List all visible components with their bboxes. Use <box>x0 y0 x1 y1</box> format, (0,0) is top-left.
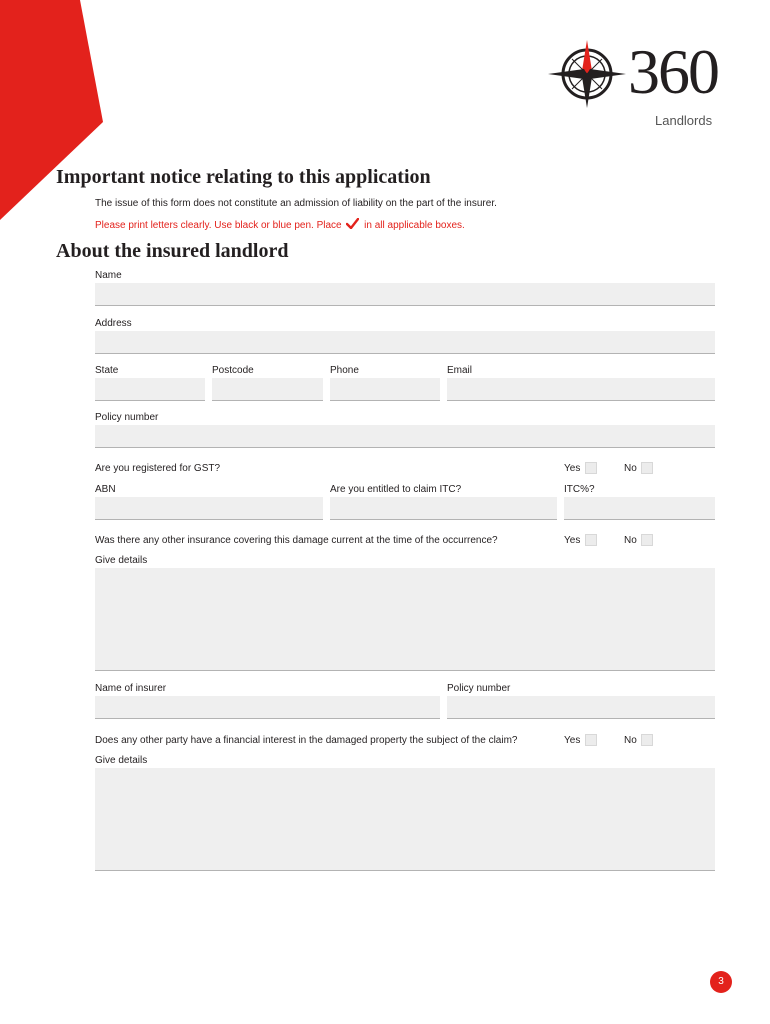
other-insurance-yes-label: Yes <box>564 535 581 546</box>
itc-question: Are you entitled to claim ITC? <box>330 484 462 495</box>
postcode-field[interactable] <box>212 378 323 401</box>
notice-line-2-start: Please print letters clearly. Use black or blue pen. Place <box>95 220 342 231</box>
notice-heading: Important notice relating to this application <box>56 166 431 188</box>
email-field[interactable] <box>447 378 715 401</box>
give-details-label-1: Give details <box>95 555 148 566</box>
state-field[interactable] <box>95 378 205 401</box>
logo-number: 360 <box>628 36 718 107</box>
gst-question: Are you registered for GST? <box>95 463 221 474</box>
abn-field[interactable] <box>95 497 323 520</box>
itc-percent-label: ITC%? <box>564 484 595 495</box>
phone-field[interactable] <box>330 378 440 401</box>
other-insurance-question: Was there any other insurance covering this damage current at the time of the occurrence? <box>95 535 498 546</box>
policy-number-field[interactable] <box>95 425 715 448</box>
name-label: Name <box>95 270 122 281</box>
phone-label: Phone <box>330 365 359 376</box>
gst-yes-label: Yes <box>564 463 581 474</box>
gst-yes-checkbox[interactable] <box>585 462 597 474</box>
financial-interest-no-label: No <box>624 735 637 746</box>
gst-no-label: No <box>624 463 637 474</box>
other-insurance-details-field[interactable] <box>95 568 715 671</box>
notice-line-2-end: in all applicable boxes. <box>364 220 465 231</box>
financial-interest-yes-checkbox[interactable] <box>585 734 597 746</box>
financial-interest-no-checkbox[interactable] <box>641 734 653 746</box>
notice-line-2 <box>95 218 465 231</box>
financial-interest-question: Does any other party have a financial interest in the damaged property the subject of the claim? <box>95 735 518 746</box>
compass-icon <box>546 38 628 110</box>
abn-label: ABN <box>95 484 116 495</box>
name-of-insurer-field[interactable] <box>95 696 440 719</box>
section-heading: About the insured landlord <box>56 240 289 262</box>
logo-subtitle: Landlords <box>655 113 713 128</box>
give-details-label-2: Give details <box>95 755 148 766</box>
itc-field[interactable] <box>330 497 557 520</box>
other-insurance-no-checkbox[interactable] <box>641 534 653 546</box>
name-of-insurer-label: Name of insurer <box>95 683 167 694</box>
other-insurance-yes-checkbox[interactable] <box>585 534 597 546</box>
state-label: State <box>95 365 119 376</box>
policy-number-label: Policy number <box>95 412 159 423</box>
itc-percent-field[interactable] <box>564 497 715 520</box>
financial-interest-details-field[interactable] <box>95 768 715 871</box>
insurer-policy-number-label: Policy number <box>447 683 511 694</box>
checkmark-icon <box>346 218 359 229</box>
page-number-badge: 3 <box>710 971 732 993</box>
financial-interest-yes-label: Yes <box>564 735 581 746</box>
address-label: Address <box>95 318 132 329</box>
other-insurance-no-label: No <box>624 535 637 546</box>
brand-logo <box>546 36 738 132</box>
insurer-policy-number-field[interactable] <box>447 696 715 719</box>
postcode-label: Postcode <box>212 365 254 376</box>
address-field[interactable] <box>95 331 715 354</box>
gst-no-checkbox[interactable] <box>641 462 653 474</box>
notice-line-1: The issue of this form does not constitute an admission of liability on the part of the insurer. <box>95 198 497 209</box>
email-label: Email <box>447 365 473 376</box>
name-field[interactable] <box>95 283 715 306</box>
